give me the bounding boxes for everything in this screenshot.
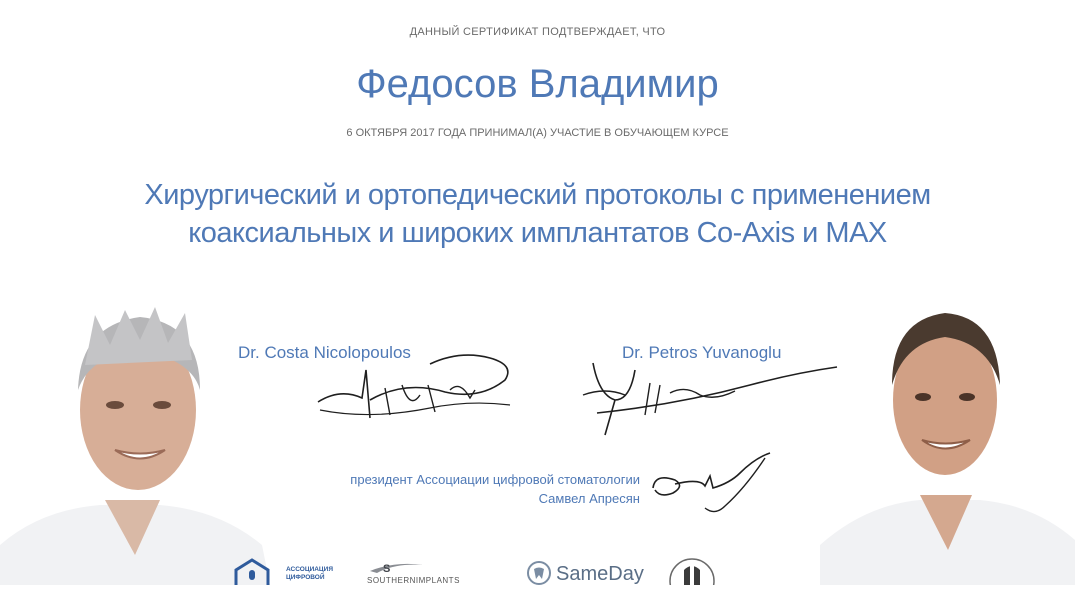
- partner-logos: [0, 548, 1075, 585]
- recipient-name: Федосов Владимир: [356, 62, 719, 106]
- president-title: президент Ассоциации цифровой стоматологии: [350, 472, 640, 487]
- signature-president: [645, 448, 785, 523]
- sameday-text: SameDay: [556, 563, 644, 585]
- course-title: [60, 176, 1015, 252]
- course-title-line-2: коаксиальных и широких имплантатов Co-Axis и MAX: [188, 217, 887, 249]
- doctor-photo-left: [0, 305, 270, 585]
- association-house-icon: [232, 558, 272, 585]
- southern-implants-text: SOUTHERNIMPLANTS: [367, 576, 460, 585]
- seal-icon: [667, 556, 717, 585]
- participation-line: 6 ОКТЯБРЯ 2017 ГОДА ПРИНИМАЛ(А) УЧАСТИЕ В ОБУЧАЮЩЕМ КУРСЕ: [346, 127, 729, 139]
- president-name: Самвел Апресян: [538, 491, 640, 506]
- signature-right: [575, 355, 840, 440]
- southern-swoosh-icon: [365, 561, 425, 575]
- signatory-right-name: Dr. Petros Yuvanoglu: [622, 343, 782, 362]
- svg-text:S: S: [383, 563, 391, 575]
- association-text-line-2: ЦИФРОВОЙ: [286, 574, 325, 581]
- certificate-intro: ДАННЫЙ СЕРТИФИКАТ ПОДТВЕРЖДАЕТ, ЧТО: [409, 26, 666, 38]
- association-logo: [232, 558, 342, 585]
- doctor-photo-right: [820, 305, 1075, 585]
- sameday-logo: [526, 560, 656, 585]
- tooth-icon: [526, 560, 552, 586]
- southern-implants-logo: [365, 561, 515, 585]
- signature-left: [310, 340, 520, 445]
- president-caption: [300, 470, 640, 508]
- osseointegration-logo: [667, 556, 717, 585]
- signatory-left-name: Dr. Costa Nicolopoulos: [238, 343, 411, 362]
- course-title-line-1: Хирургический и ортопедический протоколы с применением: [144, 179, 931, 211]
- association-text-line-1: АССОЦИАЦИЯ: [286, 566, 334, 573]
